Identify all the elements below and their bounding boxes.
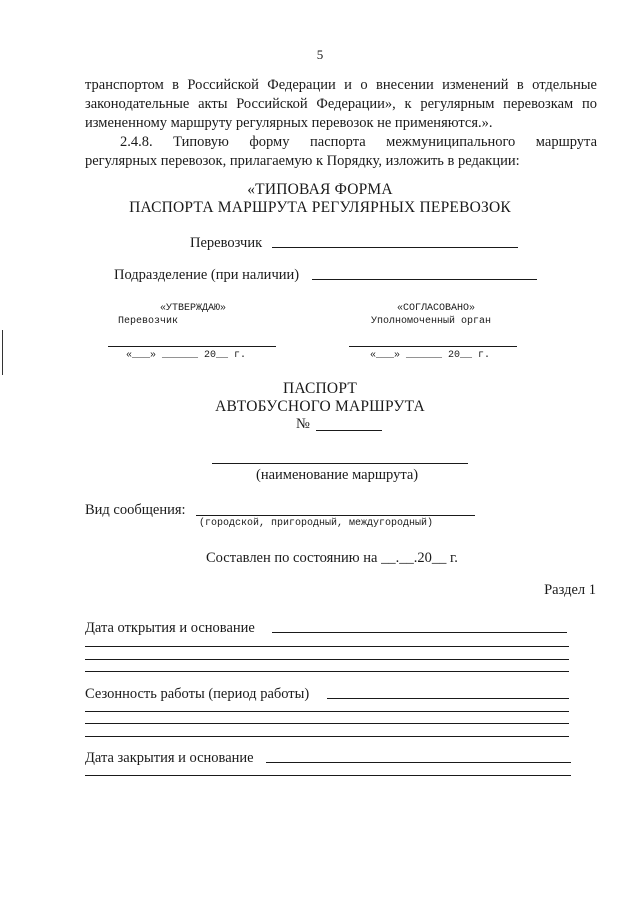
closing-label: Дата закрытия и основание [85, 750, 254, 766]
approve-date: «___» ______ 20__ г. [126, 350, 247, 361]
message-type-field[interactable] [196, 515, 475, 516]
agree-title: «СОГЛАСОВАНО» [397, 303, 476, 314]
opening-field-line[interactable] [85, 659, 569, 660]
opening-field-line[interactable] [85, 646, 569, 647]
carrier-field[interactable] [272, 247, 518, 248]
approve-signature-line[interactable] [108, 346, 276, 347]
seasonality-field[interactable] [327, 698, 569, 699]
agree-date: «___» ______ 20__ г. [370, 350, 491, 361]
intro-line-4: 2.4.8. Типовую форму паспорта межмуниципального маршрута [120, 134, 597, 150]
route-name-field[interactable] [212, 463, 468, 464]
scan-margin-mark [2, 330, 3, 375]
passport-number-field[interactable] [316, 430, 382, 431]
section-label: Раздел 1 [544, 582, 596, 598]
form-title-line-1: «ТИПОВАЯ ФОРМА [247, 181, 393, 198]
form-title-line-2: ПАСПОРТА МАРШРУТА РЕГУЛЯРНЫХ ПЕРЕВОЗОК [129, 199, 511, 216]
closing-field-line[interactable] [85, 775, 571, 776]
carrier-label: Перевозчик [190, 235, 263, 251]
passport-subtitle: АВТОБУСНОГО МАРШРУТА [215, 398, 425, 415]
opening-field-line[interactable] [85, 671, 569, 672]
intro-line-3: измененному маршруту регулярных перевозок не применяются.». [85, 115, 493, 131]
compiled-as-of: Составлен по состоянию на __.__.20__ г. [206, 550, 458, 566]
agree-subtitle: Уполномоченный орган [371, 316, 492, 327]
agree-signature-line[interactable] [349, 346, 517, 347]
intro-line-2: законодательные акты Российской Федерации», к регулярным перевозкам по [85, 96, 597, 112]
passport-title: ПАСПОРТ [282, 380, 358, 397]
closing-field[interactable] [266, 762, 571, 763]
page-number: 5 [316, 47, 324, 62]
intro-line-5: регулярных перевозок, прилагаемую к Порядку, изложить в редакции: [85, 153, 520, 169]
route-name-caption: (наименование маршрута) [256, 467, 419, 483]
seasonality-field-line[interactable] [85, 711, 569, 712]
opening-field[interactable] [272, 632, 567, 633]
approve-subtitle: Перевозчик [118, 316, 179, 327]
subdivision-field[interactable] [312, 279, 537, 280]
seasonality-field-line[interactable] [85, 736, 569, 737]
intro-line-1: транспортом в Российской Федерации и о внесении изменений в отдельные [85, 77, 597, 93]
seasonality-label: Сезонность работы (период работы) [85, 686, 310, 702]
intro-paragraph [85, 76, 597, 171]
approve-title: «УТВЕРЖДАЮ» [160, 303, 227, 314]
message-type-hint: (городской, пригородный, междугородный) [199, 518, 434, 529]
seasonality-field-line[interactable] [85, 723, 569, 724]
opening-label: Дата открытия и основание [85, 620, 255, 636]
subdivision-label: Подразделение (при наличии) [114, 267, 300, 283]
passport-number-label: № [296, 416, 310, 432]
message-type-label: Вид сообщения: [85, 502, 186, 518]
